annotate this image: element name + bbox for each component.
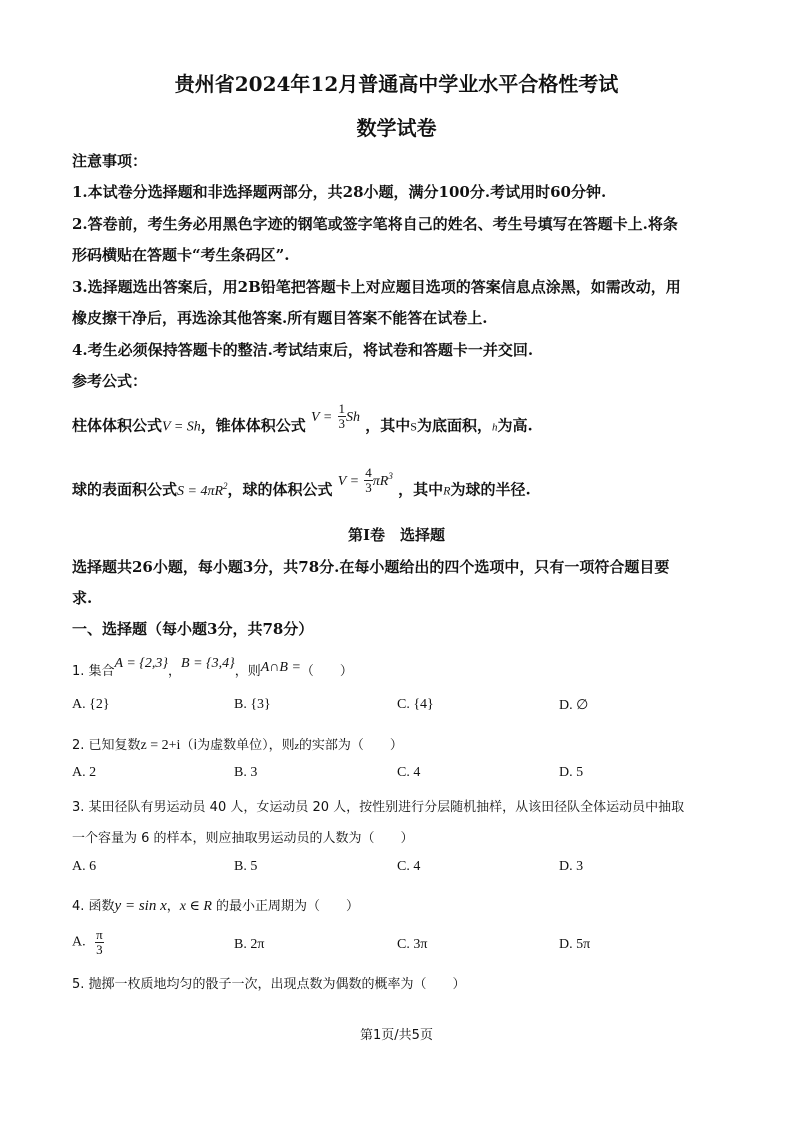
- notice-item-2-cont: 形码横贴在答题卡“考生条码区”.: [72, 246, 290, 264]
- question-1-stem: 1. 集合A = {2,3}，B = {3,4}，则A∩B =（ ）: [72, 656, 353, 679]
- notice-item-2: 2.答卷前，考生务必用黑色字迹的钢笔或签字笔将自己的姓名、考生号填写在答题卡上.将条: [72, 215, 678, 233]
- fraction: $\frac{4}{3}$: [365, 465, 372, 495]
- exam-title: 贵州省2024年12月普通高中学业水平合格性考试: [174, 72, 619, 96]
- question-4-stem: 4. 函数y = sin x，x ∈ R 的最小正周期为（ ）: [72, 898, 360, 914]
- question-1-option-c[interactable]: C. {4}: [397, 697, 434, 712]
- question-3-option-b[interactable]: B. 5: [234, 859, 258, 874]
- fraction: $\frac{1}{3}$: [338, 401, 345, 431]
- notice-item-3: 3.选择题选出答案后，用2B铅笔把答题卡上对应题目选项的答案信息点涂黑，如需改动，用: [72, 278, 681, 296]
- question-3-option-a[interactable]: A. 6: [72, 859, 97, 874]
- cone-volume-formula: V = $\frac{1}{3}$ Sh: [311, 401, 360, 431]
- formula-line-volume: 柱体体积公式V = Sh，锥体体积公式 V = $\frac{1}{3}$ Sh ，其中S为底面积，h为高.: [72, 401, 533, 435]
- question-4-option-c[interactable]: C. 3π: [397, 937, 428, 952]
- sphere-volume-formula: V = $\frac{4}{3}$ $\pi R^3$: [337, 465, 393, 495]
- part-title: 一、选择题（每小题3分，共78分）: [72, 620, 314, 638]
- question-2-option-c[interactable]: C. 4: [397, 765, 421, 780]
- notice-heading: 注意事项：: [72, 152, 148, 170]
- question-5-stem: 5. 抛掷一枚质地均匀的骰子一次，出现点数为偶数的概率为（ ）: [72, 977, 466, 992]
- formulas-heading: 参考公式：: [72, 372, 148, 390]
- question-1-option-a[interactable]: A. {2}: [72, 697, 110, 712]
- page-number: 第1页/共5页: [360, 1028, 433, 1043]
- question-2-stem: 2. 已知复数z = 2+i（i为虚数单位），则z的实部为（ ）: [72, 738, 403, 753]
- prism-volume-formula: V = Sh: [162, 419, 201, 435]
- section-intro: 选择题共26小题，每小题3分，共78分.在每小题给出的四个选项中，只有一项符合题目要: [72, 558, 670, 576]
- question-1-option-d[interactable]: D. ∅: [559, 698, 589, 713]
- question-3-option-c[interactable]: C. 4: [397, 859, 421, 874]
- question-2-option-b[interactable]: B. 3: [234, 765, 258, 780]
- question-3-option-d[interactable]: D. 3: [559, 859, 584, 874]
- question-3-stem: 3. 某田径队有男运动员 40 人，女运动员 20 人，按性别进行分层随机抽样，从该田径队全体运动员中抽取: [72, 800, 685, 815]
- notice-item-3-cont: 橡皮擦干净后，再选涂其他答案.所有题目答案不能答在试卷上.: [72, 309, 488, 327]
- fraction-pi-over-3: $\frac{\pi}{3}$: [96, 927, 103, 957]
- question-2-option-a[interactable]: A. 2: [72, 765, 97, 780]
- question-4-option-d[interactable]: D. 5π: [559, 937, 591, 952]
- sphere-surface-formula: $S = 4\pi R^2$: [177, 480, 228, 499]
- question-3-stem-cont: 一个容量为 6 的样本，则应抽取男运动员的人数为（ ）: [72, 831, 414, 846]
- notice-item-1: 1.本试卷分选择题和非选择题两部分，共28小题，满分100分.考试用时60分钟.: [72, 183, 607, 201]
- exam-subtitle: 数学试卷: [356, 116, 437, 140]
- question-4-option-a[interactable]: A. $\frac{\pi}{3}$: [72, 927, 103, 957]
- notice-item-4: 4.考生必须保持答题卡的整洁.考试结束后，将试卷和答题卡一并交回.: [72, 341, 534, 359]
- question-4-option-b[interactable]: B. 2π: [234, 937, 265, 952]
- question-2-option-d[interactable]: D. 5: [559, 765, 584, 780]
- section-intro-cont: 求.: [72, 589, 93, 607]
- section-title: 第Ⅰ卷 选择题: [347, 526, 446, 544]
- question-1-option-b[interactable]: B. {3}: [234, 697, 271, 712]
- formula-line-sphere: 球的表面积公式$S = 4\pi R^2$，球的体积公式 V = $\frac{4}{3}$ $\pi R^3$ ，其中R为球的半径.: [72, 465, 531, 499]
